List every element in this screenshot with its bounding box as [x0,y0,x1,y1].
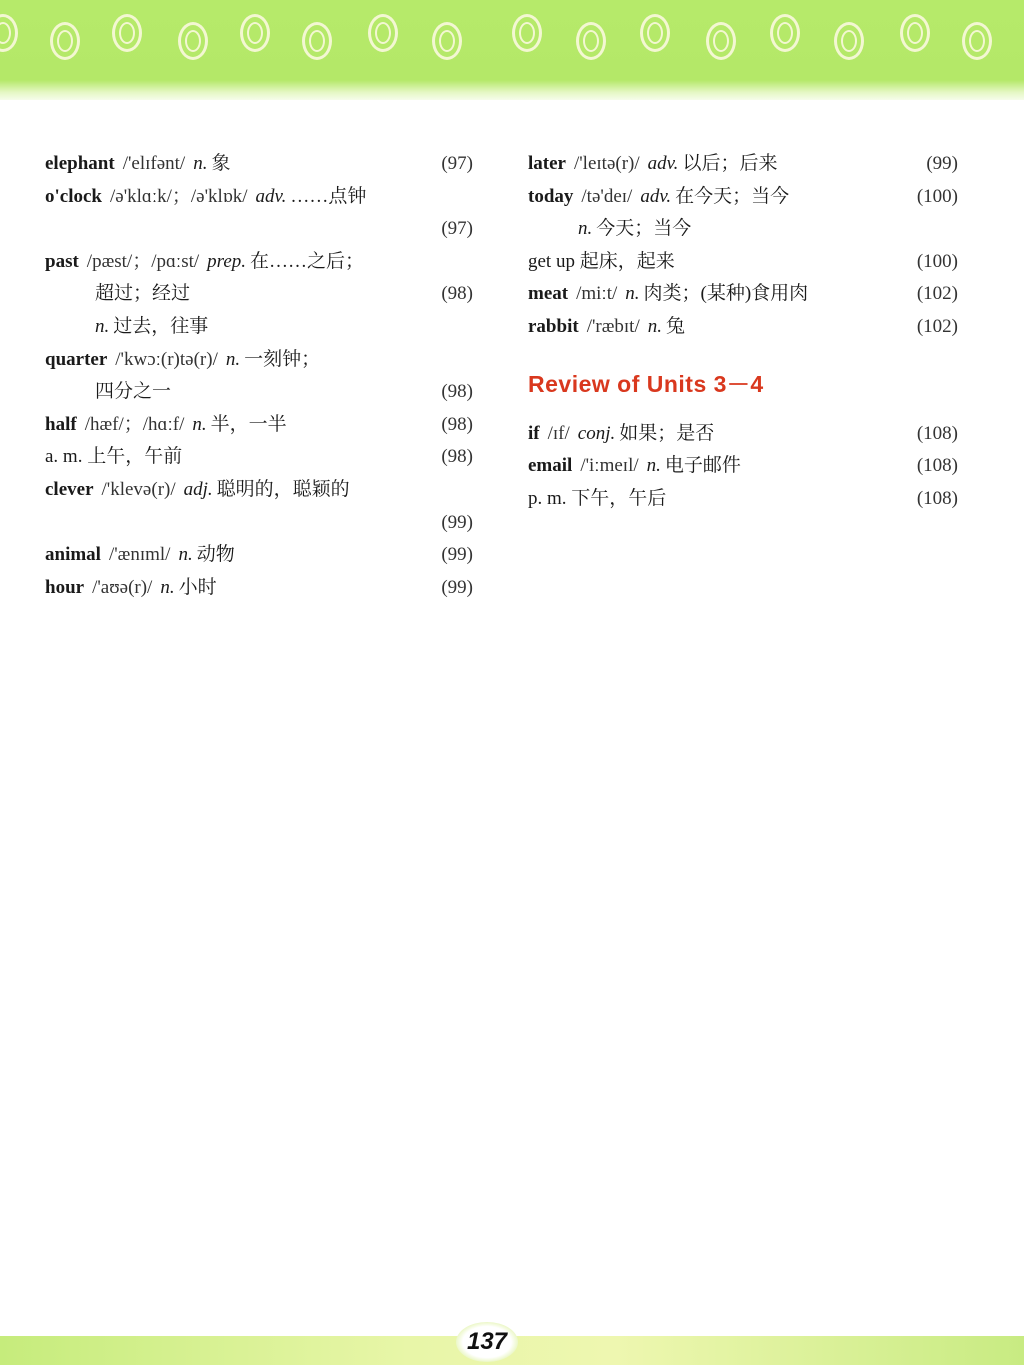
page-reference: (100) [916,250,958,272]
vocabulary-column-left [45,148,473,604]
headword: today [528,185,574,207]
headword: clever [45,478,94,500]
headword: email [528,455,573,477]
vocabulary-entry-line [528,418,958,451]
part-of-speech: n. [95,315,110,337]
meaning: 今天；当今 [596,218,692,240]
page-reference: (99) [926,153,958,174]
ring-ornament-icon [900,14,930,52]
headword: half [45,413,77,435]
meaning: get up 起床，起来 [528,250,675,272]
part-of-speech: n. [578,218,593,240]
headword: if [528,422,540,444]
page-reference: (98) [441,413,473,435]
vocabulary-entry-line [528,181,958,214]
ring-ornament-icon [0,14,18,52]
meaning: 小时 [178,576,217,598]
ring-ornament-icon [770,14,800,52]
headword: rabbit [528,315,579,337]
part-of-speech: adj. [183,478,213,500]
page-reference: (99) [441,544,473,566]
ring-ornament-icon [178,22,208,60]
vocabulary-entry-line [528,483,958,516]
page-reference: (98) [441,446,473,468]
ring-ornament-icon [512,14,542,52]
vocabulary-entry-line [528,450,958,483]
part-of-speech: prep. [207,250,247,272]
ring-ornament-icon [962,22,992,60]
meaning: 象 [211,153,231,174]
meaning: 动物 [196,544,235,566]
ring-ornament-icon [50,22,80,60]
meaning: a. m. 上午，午前 [45,446,183,468]
vocabulary-column-right [528,148,958,515]
meaning: 过去，往事 [113,315,209,337]
phonetic: /ə'klɑːk/；/ə'klɒk/ [110,185,248,207]
page-reference: (108) [916,455,958,477]
meaning: 半，一半 [210,413,287,435]
vocabulary-entry-line [45,311,473,344]
phonetic: /'aʊə(r)/ [92,576,153,598]
vocabulary-entry-line [45,507,473,540]
page-number: 137 [456,1322,518,1362]
page-reference: (108) [916,422,958,444]
vocabulary-entry-line [528,278,958,311]
meaning: 一刻钟； [244,348,321,370]
ring-ornament-icon [640,14,670,52]
part-of-speech: n. [225,348,241,370]
meaning: 以后；后来 [682,153,778,174]
headword: meat [528,283,569,305]
part-of-speech: n. [625,283,640,305]
page-reference: (102) [916,283,958,305]
phonetic: /miːt/ [576,283,618,305]
part-of-speech: n. [646,455,661,477]
section-heading-review-units-3-4: Review of Units 3－4 [528,370,764,397]
vocabulary-entry-line [528,213,958,246]
headword: quarter [45,348,108,370]
vocabulary-entry-line [45,278,473,311]
vocabulary-entry-line [45,213,473,246]
page-reference: (98) [441,283,473,305]
ring-ornament-icon [834,22,864,60]
page-reference: (99) [441,576,473,598]
page-reference: (98) [441,381,473,403]
meaning: 肉类；(某种)食用肉 [643,283,809,305]
phonetic: /'iːmeɪl/ [580,455,639,477]
vocabulary-entry-line [45,474,473,507]
phonetic: /'ræbɪt/ [586,315,640,337]
vocabulary-entry-line [528,311,958,344]
phonetic: /'ænɪml/ [108,544,171,566]
meaning: 聪明的，聪颖的 [216,478,350,500]
ring-ornament-icon [112,14,142,52]
phonetic: /hæf/；/hɑːf/ [84,413,185,435]
vocabulary-entry-line [45,539,473,572]
page-reference: (99) [441,511,473,533]
meaning: 在今天；当今 [675,185,790,207]
phonetic: /'leɪtə(r)/ [573,153,640,174]
headword: animal [45,544,101,566]
phonetic: /'klevə(r)/ [101,478,176,500]
ring-ornament-icon [432,22,462,60]
page-reference: (108) [916,487,958,509]
page-reference: (100) [916,185,958,207]
ring-ornament-icon [302,22,332,60]
part-of-speech: adv. [255,185,287,207]
ring-ornament-icon [368,14,398,52]
page-reference: (102) [916,315,958,337]
phonetic: /pæst/；/pɑːst/ [86,250,200,272]
vocabulary-entry-line [45,344,473,377]
page-reference: (97) [441,153,473,174]
ring-ornament-icon [240,14,270,52]
meaning: ……点钟 [290,185,367,207]
meaning: 电子邮件 [664,455,741,477]
headword: past [45,250,79,272]
meaning: 四分之一 [95,381,172,403]
vocabulary-entry-line [45,409,473,442]
headword: o'clock [45,185,102,207]
header-decoration-band [0,0,1024,100]
vocabulary-entry-line [45,181,473,214]
vocabulary-entry-line [528,148,958,181]
headword: later [528,153,566,174]
meaning: 兔 [665,315,685,337]
vocabulary-entry-line [45,148,473,181]
part-of-speech: n. [647,315,662,337]
phonetic: /ɪf/ [547,422,570,444]
vocabulary-entry-line [45,572,473,605]
phonetic: /'kwɔː(r)tə(r)/ [115,348,218,370]
meaning: p. m. 下午，午后 [528,487,667,509]
phonetic: /'elɪfənt/ [122,153,186,174]
part-of-speech: n. [160,576,175,598]
vocabulary-entry-line [45,376,473,409]
ring-ornament-icon [706,22,736,60]
meaning: 超过；经过 [95,283,191,305]
page-reference: (97) [441,218,473,240]
vocabulary-entry-line [45,441,473,474]
part-of-speech: n. [178,544,193,566]
part-of-speech: adv. [647,153,679,174]
ring-ornament-icon [576,22,606,60]
meaning: 在……之后； [250,250,365,272]
part-of-speech: n. [193,153,208,174]
part-of-speech: adv. [640,185,672,207]
vocabulary-entry-line [528,246,958,279]
vocabulary-entry-line [45,246,473,279]
part-of-speech: n. [192,413,207,435]
part-of-speech: conj. [577,422,616,444]
phonetic: /tə'deɪ/ [581,185,633,207]
meaning: 如果；是否 [619,422,715,444]
headword: elephant [45,153,115,174]
headword: hour [45,576,85,598]
